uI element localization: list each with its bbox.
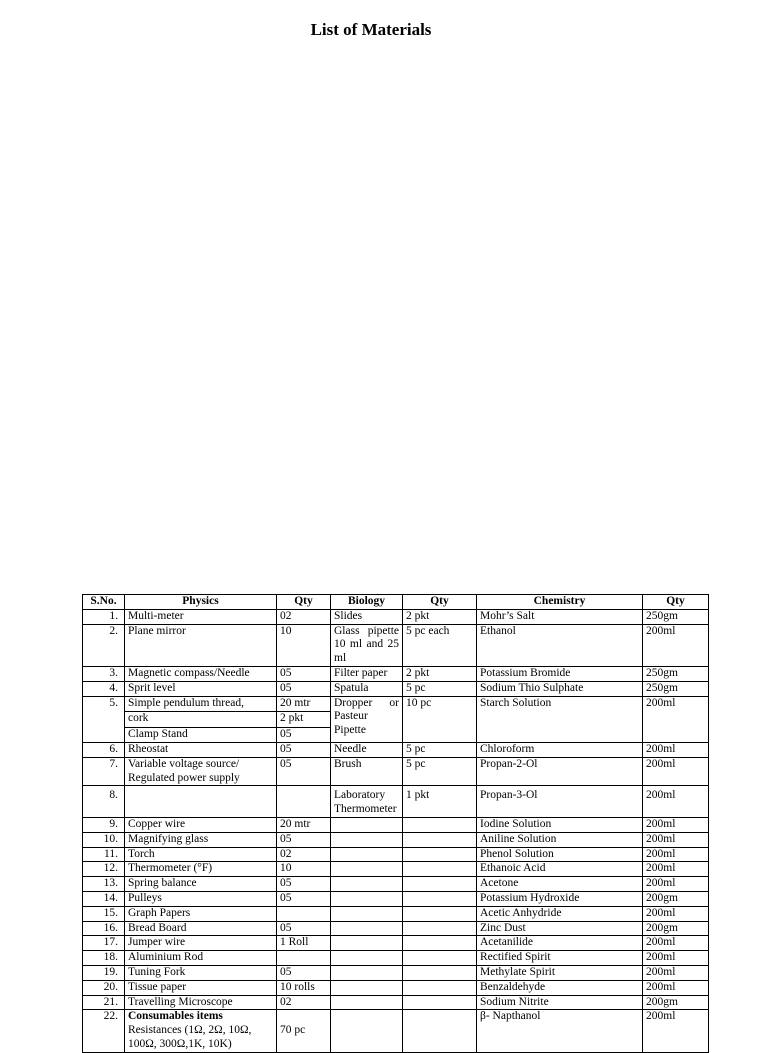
table-row — [83, 891, 709, 906]
cell-chemistry: Propan-2-Ol — [477, 757, 643, 786]
cell-physics: Jumper wire — [125, 936, 277, 951]
cell-sno: 2. — [83, 624, 125, 666]
cell-physics: Torch — [125, 847, 277, 862]
cell-biology-qty — [403, 965, 477, 980]
table-row — [83, 965, 709, 980]
cell-biology-qty — [403, 832, 477, 847]
cell-biology — [331, 847, 403, 862]
cell-chemistry-qty: 200gm — [643, 995, 709, 1010]
table-row — [83, 696, 709, 742]
cell-physics-qty: 10 — [277, 624, 331, 666]
cell-biology — [331, 891, 403, 906]
cell-biology — [331, 832, 403, 847]
cell-sno: 7. — [83, 757, 125, 786]
cell-sno: 10. — [83, 832, 125, 847]
header-sno: S.No. — [83, 595, 125, 610]
cell-sno: 16. — [83, 921, 125, 936]
cell-physics-qty: 02 — [277, 609, 331, 624]
cell-physics: Magnetic compass/Needle — [125, 666, 277, 681]
cell-chemistry: Zinc Dust — [477, 921, 643, 936]
cell-chemistry: Starch Solution — [477, 696, 643, 742]
cell-sno: 9. — [83, 817, 125, 832]
resistances-text: Resistances (1Ω, 2Ω, 10Ω, 100Ω, 300Ω,1K, 10K) — [128, 1024, 252, 1050]
cell-chemistry-qty: 200ml — [643, 696, 709, 742]
cell-chemistry: Ethanoic Acid — [477, 862, 643, 877]
cell-biology: Laboratory Thermometer — [331, 786, 403, 818]
header-biology-qty: Qty — [403, 595, 477, 610]
cell-physics-qty: 20 mtr — [277, 817, 331, 832]
cell-physics: Graph Papers — [125, 906, 277, 921]
cell-physics: Variable voltage source/ Regulated power supply — [125, 757, 277, 786]
cell-biology: Filter paper — [331, 666, 403, 681]
cell-physics-qty: 05 — [277, 965, 331, 980]
cell-biology-qty: 1 pkt — [403, 786, 477, 818]
cell-physics: Plane mirror — [125, 624, 277, 666]
materials-table — [82, 594, 709, 1053]
table-row — [83, 666, 709, 681]
physics-line: cork — [125, 711, 276, 726]
header-biology: Biology — [331, 595, 403, 610]
cell-chemistry-qty: 200ml — [643, 906, 709, 921]
table-row — [83, 817, 709, 832]
qty-line: 05 — [277, 727, 330, 742]
table-row — [83, 862, 709, 877]
cell-chemistry: Propan-3-Ol — [477, 786, 643, 818]
cell-sno: 19. — [83, 965, 125, 980]
cell-chemistry: Sodium Thio Sulphate — [477, 681, 643, 696]
cell-chemistry: Acetone — [477, 877, 643, 892]
cell-physics: Spring balance — [125, 877, 277, 892]
cell-biology-qty — [403, 951, 477, 966]
cell-physics-qty: 05 — [277, 681, 331, 696]
cell-physics-qty — [277, 1010, 331, 1052]
cell-chemistry-qty: 200ml — [643, 877, 709, 892]
cell-sno: 6. — [83, 742, 125, 757]
physics-line: Clamp Stand — [125, 727, 276, 742]
cell-physics-qty: 10 rolls — [277, 980, 331, 995]
cell-biology — [331, 1010, 403, 1052]
cell-chemistry: Potassium Hydroxide — [477, 891, 643, 906]
cell-sno: 8. — [83, 786, 125, 818]
cell-chemistry-qty: 250gm — [643, 609, 709, 624]
cell-biology — [331, 936, 403, 951]
cell-chemistry-qty: 200ml — [643, 847, 709, 862]
cell-biology-qty: 5 pc — [403, 742, 477, 757]
cell-sno: 22. — [83, 1010, 125, 1052]
cell-biology — [331, 906, 403, 921]
cell-chemistry: Acetic Anhydride — [477, 906, 643, 921]
page-title: List of Materials — [310, 20, 432, 39]
cell-chemistry-qty: 200ml — [643, 757, 709, 786]
cell-sno: 18. — [83, 951, 125, 966]
cell-physics-qty: 10 — [277, 862, 331, 877]
qty-line: 20 mtr — [280, 696, 311, 709]
cell-biology-qty: 10 pc — [403, 696, 477, 742]
cell-biology-qty: 2 pkt — [403, 666, 477, 681]
cell-chemistry-qty: 200ml — [643, 817, 709, 832]
qty-line: 70 pc — [280, 1024, 306, 1037]
cell-chemistry: β- Napthanol — [477, 1010, 643, 1052]
cell-biology-qty — [403, 862, 477, 877]
cell-physics: Aluminium Rod — [125, 951, 277, 966]
cell-physics: Tuning Fork — [125, 965, 277, 980]
table-row — [83, 921, 709, 936]
cell-biology-qty — [403, 1010, 477, 1052]
cell-biology — [331, 980, 403, 995]
table-row — [83, 847, 709, 862]
cell-biology — [331, 951, 403, 966]
qty-line: 2 pkt — [277, 711, 330, 726]
table-row — [83, 906, 709, 921]
cell-physics — [125, 696, 277, 742]
table-row — [83, 786, 709, 818]
table-row — [83, 951, 709, 966]
cell-chemistry-qty: 250gm — [643, 681, 709, 696]
table-row — [83, 936, 709, 951]
cell-physics-qty: 05 — [277, 877, 331, 892]
cell-sno: 14. — [83, 891, 125, 906]
header-chemistry-qty: Qty — [643, 595, 709, 610]
cell-physics-qty: 05 — [277, 742, 331, 757]
cell-chemistry-qty: 200gm — [643, 921, 709, 936]
cell-sno: 13. — [83, 877, 125, 892]
cell-chemistry-qty: 200ml — [643, 742, 709, 757]
cell-chemistry: Phenol Solution — [477, 847, 643, 862]
cell-biology-qty — [403, 995, 477, 1010]
cell-chemistry-qty: 200ml — [643, 786, 709, 818]
cell-biology-qty — [403, 847, 477, 862]
cell-sno: 3. — [83, 666, 125, 681]
cell-physics: Pulleys — [125, 891, 277, 906]
cell-physics: Thermometer (°F) — [125, 862, 277, 877]
cell-physics: Tissue paper — [125, 980, 277, 995]
cell-chemistry: Methylate Spirit — [477, 965, 643, 980]
cell-chemistry: Ethanol — [477, 624, 643, 666]
cell-biology — [331, 877, 403, 892]
cell-physics-qty: 05 — [277, 921, 331, 936]
cell-chemistry: Iodine Solution — [477, 817, 643, 832]
cell-physics — [125, 1010, 277, 1052]
table-row — [83, 995, 709, 1010]
cell-biology-qty: 5 pc — [403, 681, 477, 696]
table-row — [83, 877, 709, 892]
cell-physics-qty: 05 — [277, 666, 331, 681]
cell-biology — [331, 817, 403, 832]
cell-biology: Spatula — [331, 681, 403, 696]
table-row — [83, 609, 709, 624]
cell-physics: Travelling Microscope — [125, 995, 277, 1010]
cell-biology: Slides — [331, 609, 403, 624]
cell-biology-qty: 5 pc each — [403, 624, 477, 666]
table-row — [83, 980, 709, 995]
cell-biology-qty — [403, 817, 477, 832]
cell-chemistry: Chloroform — [477, 742, 643, 757]
cell-physics — [125, 786, 277, 818]
cell-physics: Copper wire — [125, 817, 277, 832]
cell-physics-qty: 05 — [277, 757, 331, 786]
cell-physics-qty — [277, 696, 331, 742]
cell-chemistry-qty: 200gm — [643, 891, 709, 906]
cell-physics: Sprit level — [125, 681, 277, 696]
cell-biology-qty — [403, 891, 477, 906]
table-row — [83, 1010, 709, 1052]
table-row — [83, 832, 709, 847]
table-header-row — [83, 595, 709, 610]
consumables-heading: Consumables items — [128, 1010, 223, 1023]
table-row — [83, 757, 709, 786]
cell-physics-qty — [277, 906, 331, 921]
cell-sno: 4. — [83, 681, 125, 696]
cell-chemistry-qty: 200ml — [643, 624, 709, 666]
table-row — [83, 624, 709, 666]
cell-biology — [331, 921, 403, 936]
cell-biology-qty — [403, 980, 477, 995]
cell-biology: Dropper or Pasteur Pipette — [331, 696, 403, 742]
cell-physics-qty — [277, 786, 331, 818]
cell-chemistry-qty: 200ml — [643, 951, 709, 966]
cell-sno: 20. — [83, 980, 125, 995]
cell-biology-qty — [403, 877, 477, 892]
physics-line: Simple pendulum thread, — [128, 696, 244, 709]
cell-biology — [331, 995, 403, 1010]
cell-sno: 15. — [83, 906, 125, 921]
cell-sno: 5. — [83, 696, 125, 742]
cell-chemistry: Aniline Solution — [477, 832, 643, 847]
cell-physics-qty — [277, 951, 331, 966]
cell-chemistry: Mohr’s Salt — [477, 609, 643, 624]
cell-chemistry-qty: 200ml — [643, 965, 709, 980]
cell-biology-qty — [403, 936, 477, 951]
cell-biology — [331, 862, 403, 877]
cell-chemistry-qty: 200ml — [643, 862, 709, 877]
header-physics: Physics — [125, 595, 277, 610]
cell-chemistry-qty: 200ml — [643, 1010, 709, 1052]
cell-chemistry: Sodium Nitrite — [477, 995, 643, 1010]
cell-chemistry-qty: 200ml — [643, 980, 709, 995]
cell-biology: Brush — [331, 757, 403, 786]
cell-chemistry: Potassium Bromide — [477, 666, 643, 681]
cell-biology-qty: 2 pkt — [403, 609, 477, 624]
cell-biology: Glass pipette 10 ml and 25 ml — [331, 624, 403, 666]
qty-spacer — [280, 1010, 327, 1024]
cell-physics-qty: 05 — [277, 832, 331, 847]
table-row — [83, 681, 709, 696]
cell-chemistry-qty: 200ml — [643, 832, 709, 847]
cell-sno: 12. — [83, 862, 125, 877]
cell-biology-qty — [403, 921, 477, 936]
cell-sno: 21. — [83, 995, 125, 1010]
cell-physics: Multi-meter — [125, 609, 277, 624]
cell-chemistry-qty: 250gm — [643, 666, 709, 681]
cell-physics: Magnifying glass — [125, 832, 277, 847]
cell-chemistry-qty: 200ml — [643, 936, 709, 951]
cell-biology — [331, 965, 403, 980]
cell-biology-qty — [403, 906, 477, 921]
cell-chemistry: Acetanilide — [477, 936, 643, 951]
cell-sno: 17. — [83, 936, 125, 951]
cell-biology: Needle — [331, 742, 403, 757]
cell-physics: Rheostat — [125, 742, 277, 757]
cell-sno: 1. — [83, 609, 125, 624]
cell-chemistry: Benzaldehyde — [477, 980, 643, 995]
cell-chemistry: Rectified Spirit — [477, 951, 643, 966]
cell-physics-qty: 1 Roll — [277, 936, 331, 951]
header-physics-qty: Qty — [277, 595, 331, 610]
cell-biology-qty: 5 pc — [403, 757, 477, 786]
header-chemistry: Chemistry — [477, 595, 643, 610]
table-row — [83, 742, 709, 757]
cell-physics-qty: 02 — [277, 847, 331, 862]
cell-physics-qty: 02 — [277, 995, 331, 1010]
cell-physics: Bread Board — [125, 921, 277, 936]
cell-sno: 11. — [83, 847, 125, 862]
cell-physics-qty: 05 — [277, 891, 331, 906]
